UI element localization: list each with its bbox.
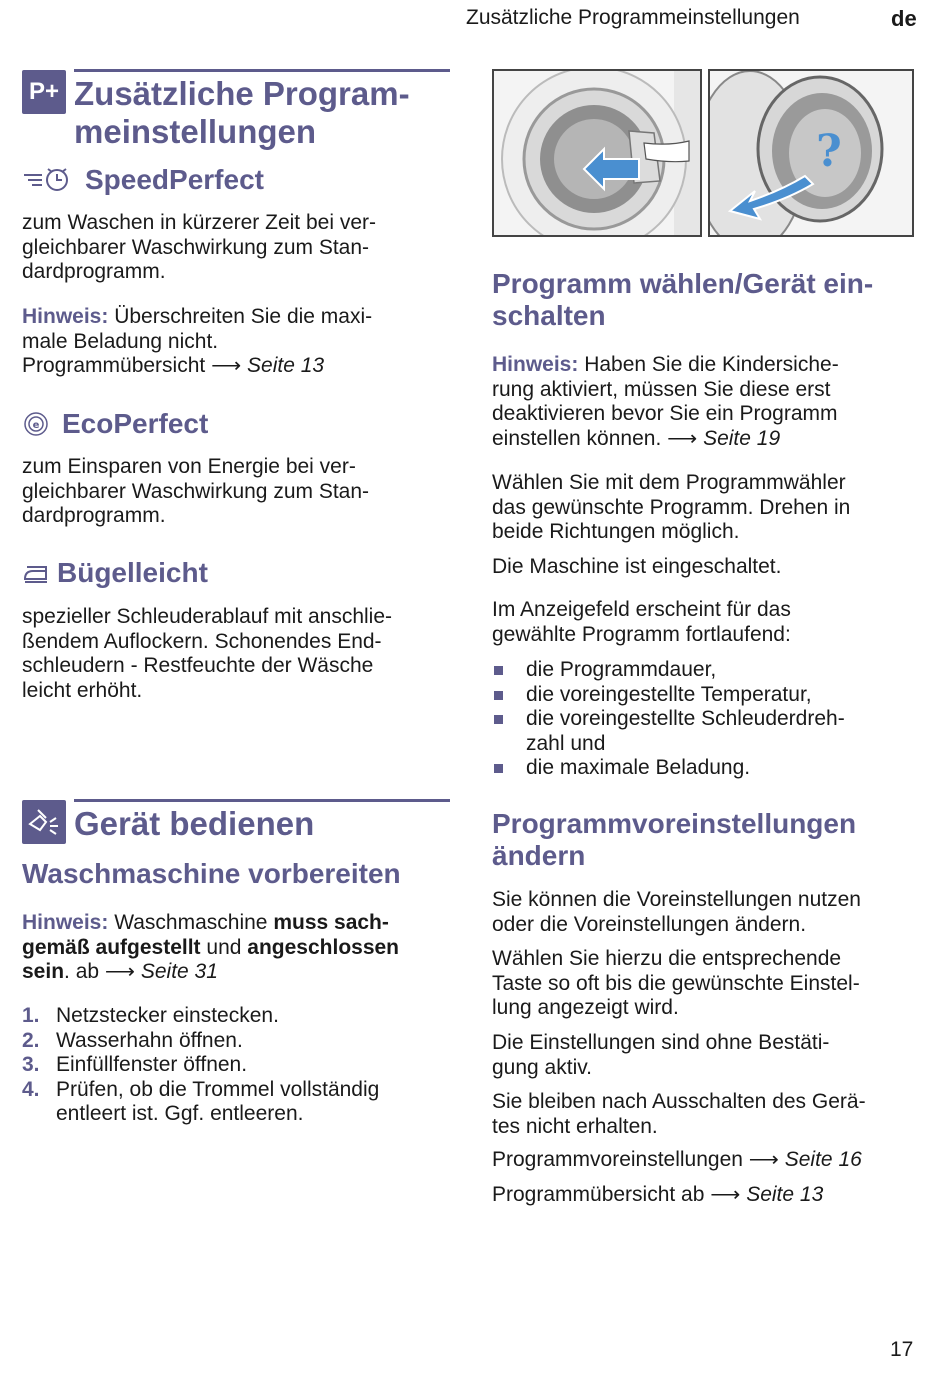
presets-paragraph-4: Sie bleiben nach Ausschalten des Gerä- tes nicht erhalten. [492,1090,866,1138]
presets-paragraph-1: Sie können die Voreinstellungen nutzen oder die Voreinstellungen ändern. [492,888,861,936]
speedperfect-icon [22,166,72,197]
svg-text:e: e [32,420,40,431]
note-emphasis: muss sach- gemäß aufgestellt [22,911,389,959]
note-text: . ab [64,960,100,983]
display-info-bullet-list [492,658,932,781]
page-number: 17 [890,1338,914,1361]
page-reference-link[interactable]: Seite 13 [746,1183,824,1206]
step-number: 3. [22,1053,40,1076]
speedperfect-title: SpeedPerfect [85,164,264,195]
bullet-text: die maximale Beladung. [526,756,751,779]
program-plus-icon [22,70,66,114]
section-title-additional-settings: Zusätzliche Program- meinstellungen [74,75,410,150]
list-item [22,1004,462,1029]
list-item [22,1078,462,1127]
ecoperfect-text: zum Einsparen von Energie bei ver- gleichbarer Waschwirkung zum Stan- dardprogramm. [22,455,370,527]
ecoperfect-title: EcoPerfect [62,408,209,439]
hand-operate-icon [22,800,66,844]
svg-text:?: ? [816,126,842,177]
note-text: Waschmaschine [114,911,268,934]
iron-icon [22,561,52,590]
presets-paragraph-2: Wählen Sie hierzu die entsprechende Taste so oft bis die gewünschte Einstel- lung angezeigt wird. [492,947,860,1019]
program-plus-icon-label: P+ [28,78,60,105]
page-reference-link[interactable]: Seite 19 [703,426,781,450]
note-label: Hinweis: [22,911,109,934]
list-item [492,658,932,683]
bullet-square-icon [492,683,526,708]
ecoperfect-icon [22,410,50,443]
speedperfect-text: zum Waschen in kürzerer Zeit bei ver- gleichbarer Waschwirkung zum Stan- dardprogramm. [22,211,376,283]
step-text: Einfüllfenster öffnen. [56,1053,248,1076]
step-number: 2. [22,1028,40,1052]
subsection-title-select-program: Programm wählen/Gerät ein- schalten [492,268,874,331]
reference-text: Programmvoreinstellungen [492,1148,743,1171]
select-paragraph-1: Wählen Sie mit dem Programmwähler das gewünschte Programm. Drehen in beide Richtungen möglich. [492,471,851,543]
note-emphasis: angeschlossen sein [22,935,400,983]
section-rule [74,69,450,72]
note-label: Hinweis: [22,305,109,328]
list-item [492,683,932,708]
presets-reference-2: Programmübersicht ab ⟶ Seite 13 [492,1183,824,1206]
section-rule [74,799,450,802]
list-item [492,756,932,781]
step-number: 1. [22,1004,40,1027]
page-reference-link[interactable]: Seite 31 [140,960,218,983]
prepare-steps-list [22,1004,462,1127]
step-number: 4. [22,1077,40,1101]
step-text: Prüfen, ob die Trommel vollständig entleert ist. Ggf. entleeren. [56,1077,380,1125]
select-note: Hinweis: Haben Sie die Kindersiche- rung aktiviert, müssen Sie diese erst deaktivieren bevor Sie ein Programm einstellen können. ⟶ Seite 19 [492,353,839,450]
step-text: Netzstecker einstecken. [56,1004,279,1027]
iron-title: Bügelleicht [57,557,208,588]
select-paragraph-3: Im Anzeigefeld erscheint für das gewählte Programm fortlaufend: [492,598,791,646]
illustration-open-door [492,69,702,237]
subsection-title-presets: Programmvoreinstellungen ändern [492,808,857,871]
reference-text: Programmübersicht ab [492,1183,705,1206]
presets-paragraph-3: Die Einstellungen sind ohne Bestäti- gung aktiv. [492,1031,830,1079]
note-text: Überschreiten Sie die maxi- male Beladung nicht. Programmübersicht [22,305,373,377]
speedperfect-note: Hinweis: Überschreiten Sie die maxi- male Beladung nicht. Programmübersicht ⟶ Seite 13 [22,305,373,377]
language-code: de [891,6,917,31]
bullet-square-icon [492,707,526,756]
running-header-title: Zusätzliche Programmeinstellungen [466,6,800,29]
list-item [22,1053,462,1078]
note-text: Haben Sie die Kindersiche- rung aktiviert, müssen Sie diese erst deaktivieren bevor Sie ein Programm einstellen können. [492,353,839,450]
section-title-operate: Gerät bedienen [74,805,315,842]
bullet-text: die voreingestellte Temperatur, [526,682,812,706]
bullet-square-icon [492,756,526,781]
note-text: und [206,935,242,959]
bullet-square-icon [492,658,526,683]
bullet-text: die voreingestellte Schleuderdreh- zahl und [526,707,845,755]
prepare-note: Hinweis: Waschmaschine muss sach- gemäß aufgestellt und angeschlossen sein. ab ⟶ Seite 31 [22,911,400,983]
bullet-text: die Programmdauer, [526,658,717,681]
presets-reference-1: Programmvoreinstellungen ⟶ Seite 16 [492,1148,862,1171]
select-paragraph-2: Die Maschine ist eingeschaltet. [492,555,782,578]
page-reference-link[interactable]: Seite 13 [247,354,325,377]
list-item [22,1029,462,1054]
note-label: Hinweis: [492,353,579,376]
iron-text: spezieller Schleuderablauf mit anschlie- ßendem Auflockern. Schonendes End- schleudern - Restfeuchte der Wäsche leicht erhöht. [22,605,393,702]
subsection-title-prepare: Waschmaschine vorbereiten [22,858,401,889]
illustration-check-drum [708,69,914,237]
list-item [492,707,932,756]
page-reference-link[interactable]: Seite 16 [784,1148,862,1171]
step-text: Wasserhahn öffnen. [56,1028,243,1052]
